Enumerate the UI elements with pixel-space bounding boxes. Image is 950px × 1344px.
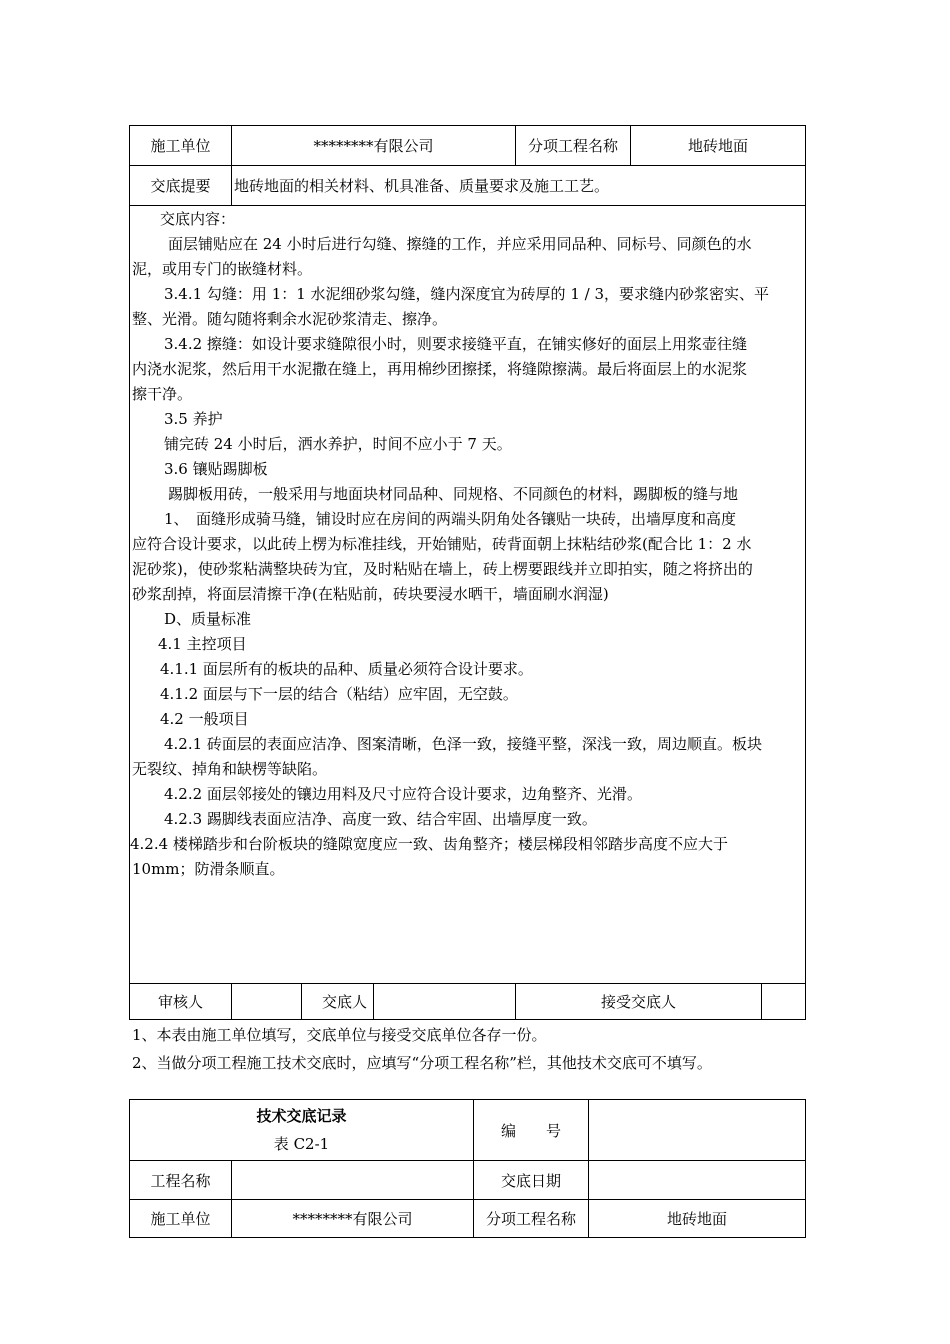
content-line: 4.2.4 楼梯踏步和台阶板块的缝隙宽度应一致、齿角整齐；楼层梯段相邻踏步高度不应大于 [130,835,728,853]
disclosure-date-label: 交底日期 [474,1161,589,1200]
content-line: 擦干净。 [132,385,193,403]
note-2: 2、当做分项工程施工技术交底时，应填写“分项工程名称”栏，其他技术交底可不填写。 [132,1054,712,1072]
reviewer-label: 审核人 [130,984,232,1020]
disclosure-content [130,206,806,984]
content-line: 泥，或用专门的嵌缝材料。 [132,260,313,278]
content-line: 泥砂浆)，使砂浆粘满整块砖为宜，及时粘贴在墙上，砖上楞要跟线并立即拍实，随之将挤出的 [132,560,753,578]
content-line: 交底内容： [160,210,236,228]
content-line: 3.6 镶贴踢脚板 [164,460,268,478]
project-name-label: 工程名称 [130,1161,232,1200]
construction-unit-label: 施工单位 [130,126,232,166]
disclosure-table [129,125,806,1020]
content-line: 3.5 养护 [164,410,223,428]
content-line: 4.2.3 踢脚线表面应洁净、高度一致、结合牢固、出墙厚度一致。 [164,810,597,828]
content-line: 4.2 一般项目 [160,710,249,728]
note-1: 1、本表由施工单位填写，交底单位与接受交底单位各存一份。 [132,1026,547,1044]
number-value [589,1100,806,1161]
content-line: 1、 面缝形成骑马缝，铺设时应在房间的两端头阴角处各镶贴一块砖，出墙厚度和高度 [164,510,737,528]
sub-project-value: 地砖地面 [631,126,806,166]
record-header-table [129,1099,806,1238]
receiver-label: 接受交底人 [516,984,762,1020]
content-line: 4.2.2 面层邻接处的镶边用料及尺寸应符合设计要求，边角整齐、光滑。 [164,785,642,803]
content-line: 4.1.1 面层所有的板块的品种、质量必须符合设计要求。 [160,660,533,678]
construction-unit-value: ********有限公司 [232,126,516,166]
record-title: 技术交底记录 [256,1107,347,1125]
content-line: 10mm；防滑条顺直。 [132,860,285,878]
content-line: 踢脚板用砖，一般采用与地面块材同品种、同规格、不同颜色的材料，踢脚板的缝与地 [168,485,739,503]
content-line: D、质量标准 [164,610,252,628]
discloser-value [374,984,516,1020]
content-line: 3.4.1 勾缝：用 1：1 水泥细砂浆勾缝，缝内深度宜为砖厚的 1 / 3，要求缝内砂浆密实、平 [164,285,770,303]
summary-label: 交底提要 [130,166,232,206]
discloser-label: 交底人 [302,984,374,1020]
content-line: 应符合设计要求，以此砖上楞为标准挂线，开始铺贴，砖背面朝上抹粘结砂浆(配合比 1：2 水 [132,535,752,553]
content-line: 4.1 主控项目 [158,635,247,653]
number-label: 编 号 [474,1100,589,1161]
sub-project-label-2: 分项工程名称 [474,1200,589,1238]
summary-value: 地砖地面的相关材料、机具准备、质量要求及施工工艺。 [232,166,806,206]
record-subtitle: 表 C2-1 [273,1135,330,1153]
content-line: 4.1.2 面层与下一层的结合（粘结）应牢固，无空鼓。 [160,685,518,703]
content-line: 砂浆刮掉，将面层清擦干净(在粘贴前，砖块要浸水晒干，墙面刷水润湿) [132,585,609,603]
reviewer-value [232,984,302,1020]
construction-unit-label-2: 施工单位 [130,1200,232,1238]
content-line: 整、光滑。随勾随将剩余水泥砂浆清走、擦净。 [132,310,448,328]
sub-project-value-2: 地砖地面 [589,1200,806,1238]
construction-unit-value-2: ********有限公司 [232,1200,474,1238]
disclosure-date-value [589,1161,806,1200]
content-line: 4.2.1 砖面层的表面应洁净、图案清晰，色泽一致，接缝平整，深浅一致，周边顺直。板块 [164,735,762,753]
receiver-value [762,984,806,1020]
content-line: 面层铺贴应在 24 小时后进行勾缝、擦缝的工作，并应采用同品种、同标号、同颜色的水 [168,235,752,253]
record-title-cell [130,1100,474,1161]
content-line: 内浇水泥浆，然后用干水泥撒在缝上，再用棉纱团擦揉，将缝隙擦满。最后将面层上的水泥浆 [132,360,748,378]
content-line: 3.4.2 擦缝：如设计要求缝隙很小时，则要求接缝平直，在铺实修好的面层上用浆壶往缝 [164,335,747,353]
project-name-value [232,1161,474,1200]
content-line: 铺完砖 24 小时后，洒水养护，时间不应小于 7 天。 [164,435,512,453]
sub-project-label: 分项工程名称 [516,126,631,166]
content-line: 无裂纹、掉角和缺楞等缺陷。 [132,760,328,778]
